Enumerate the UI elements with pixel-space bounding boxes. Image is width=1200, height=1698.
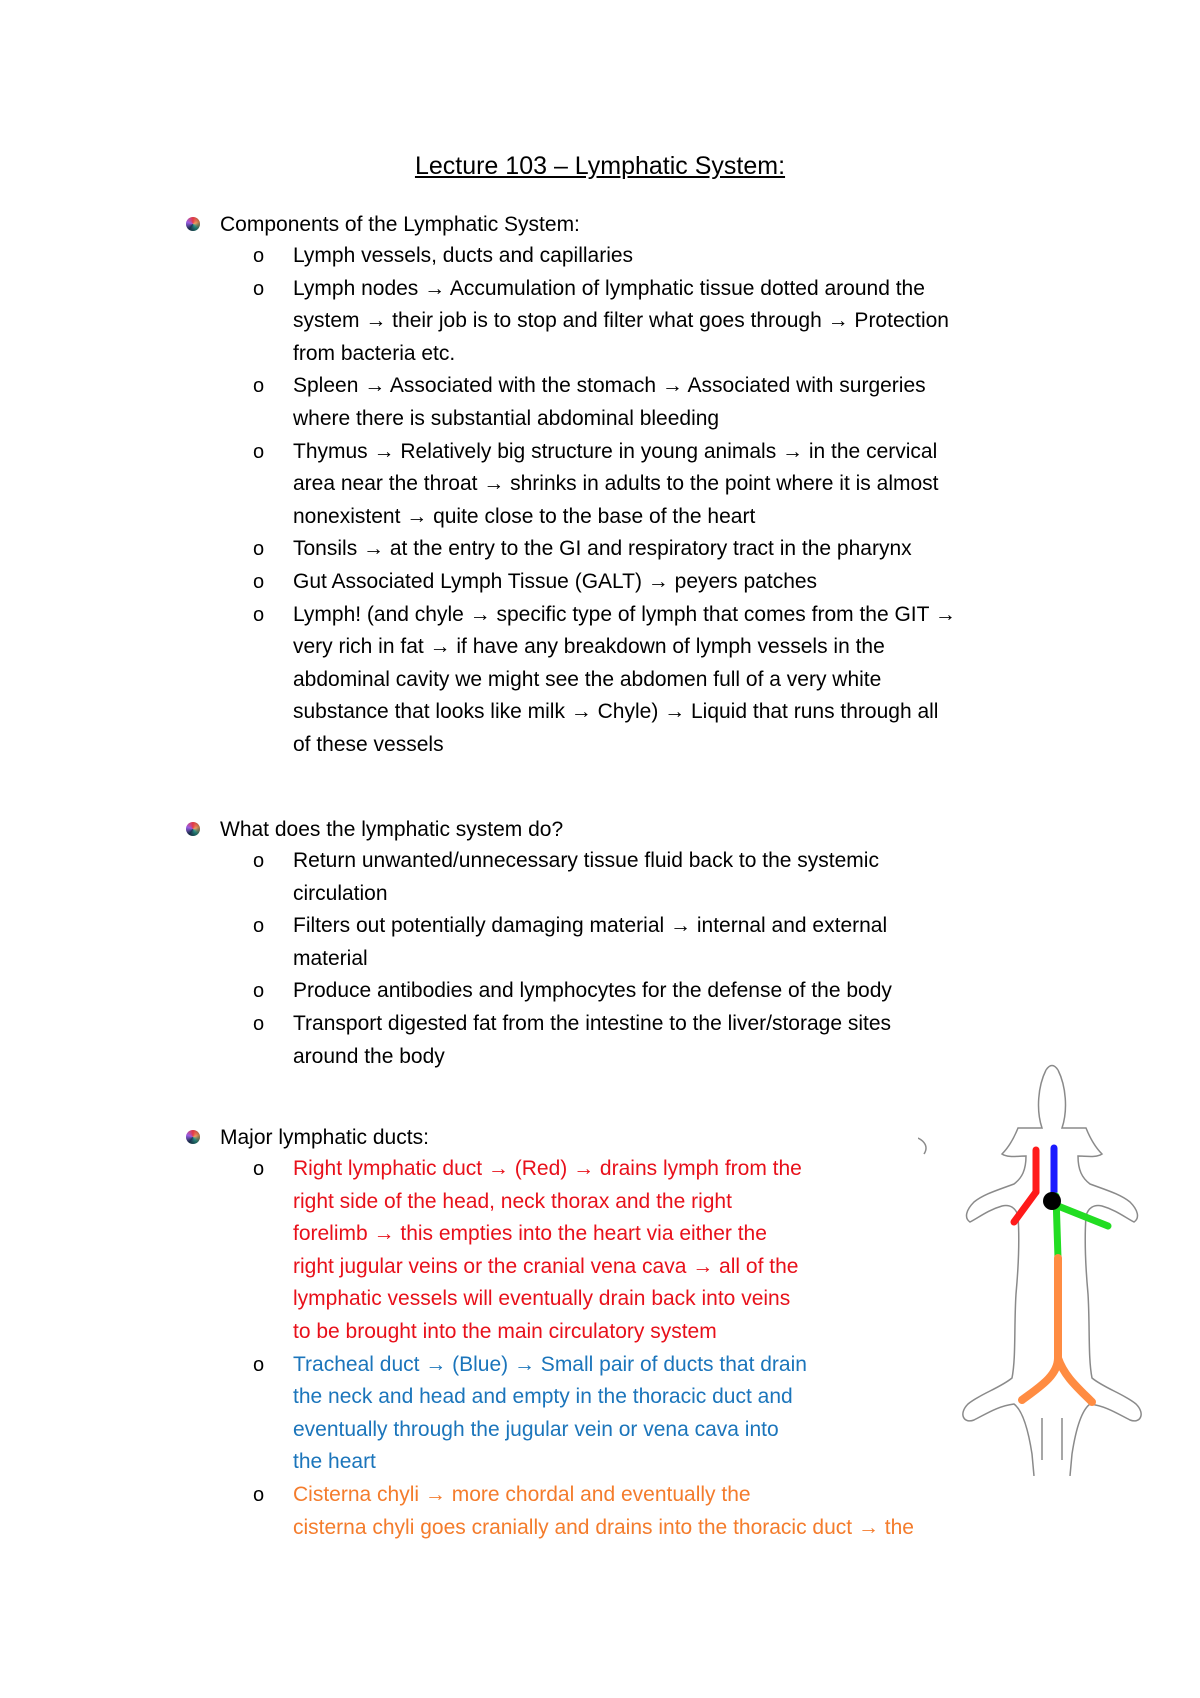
text-line: Tonsils → at the entry to the GI and respiratory tract in the pharynx bbox=[293, 537, 912, 561]
sub-bullet-icon: o bbox=[253, 603, 265, 626]
sub-bullet-icon: o bbox=[253, 570, 265, 593]
sub-bullet-icon: o bbox=[253, 1158, 265, 1180]
section-heading: Major lymphatic ducts: bbox=[220, 1126, 429, 1149]
list-item bbox=[0, 975, 1200, 1008]
text-line: Lymph vessels, ducts and capillaries bbox=[293, 244, 634, 267]
text-line: cisterna chyli goes cranially and drains into the thoracic duct → the bbox=[293, 1515, 914, 1539]
sub-bullet-icon: o bbox=[253, 277, 265, 300]
text-line: nonexistent → quite close to the base of the heart bbox=[293, 504, 756, 528]
list-item bbox=[0, 240, 1200, 273]
text-line: of these vessels bbox=[293, 732, 444, 756]
bullet-icon bbox=[186, 822, 200, 836]
sub-bullet-icon: o bbox=[253, 1353, 265, 1376]
sub-bullet-icon: o bbox=[253, 1483, 265, 1506]
text-line: where there is substantial abdominal bleeding bbox=[293, 406, 720, 430]
section-heading: Components of the Lymphatic System: bbox=[220, 213, 580, 236]
list-item bbox=[0, 273, 1200, 371]
text-line: Lymph nodes → Accumulation of lymphatic tissue dotted around the bbox=[293, 276, 925, 300]
text-line: Transport digested fat from the intestine to the liver/storage sites bbox=[293, 1011, 892, 1035]
sub-bullet-icon: o bbox=[253, 1012, 265, 1035]
text-line: abdominal cavity we might see the abdomen full of a very white bbox=[293, 667, 882, 691]
sub-bullet-icon: o bbox=[253, 850, 265, 872]
list-item bbox=[0, 436, 1200, 534]
sub-bullet-icon: o bbox=[253, 375, 265, 398]
text-line: material bbox=[293, 946, 368, 970]
heart-icon bbox=[1043, 1192, 1061, 1210]
section-components bbox=[0, 209, 1200, 762]
animal-outline bbox=[918, 1066, 1141, 1477]
text-line: circulation bbox=[293, 881, 388, 905]
text-line: Spleen → Associated with the stomach → Associated with surgeries bbox=[293, 374, 926, 398]
text-line: Lymph! (and chyle → specific type of lymph that comes from the GIT → bbox=[293, 602, 956, 626]
list-item bbox=[0, 845, 1200, 910]
section-heading-row bbox=[0, 209, 1200, 240]
list-item bbox=[0, 910, 1200, 975]
sub-bullet-icon: o bbox=[253, 980, 265, 1003]
cisterna-chyli bbox=[1022, 1258, 1092, 1402]
list-item bbox=[0, 1479, 1200, 1544]
text-line: to be brought into the main circulatory system bbox=[293, 1319, 717, 1343]
text-line: Tracheal duct → (Blue) → Small pair of ducts that drain bbox=[293, 1352, 807, 1376]
text-line: the neck and head and empty in the thoracic duct and bbox=[293, 1385, 793, 1409]
text-line: Right lymphatic duct → (Red) → drains lymph from the bbox=[293, 1157, 802, 1180]
text-line: area near the throat → shrinks in adults to the point where it is almost bbox=[293, 472, 939, 496]
list-item bbox=[0, 370, 1200, 435]
text-line: Cisterna chyli → more chordal and eventually the bbox=[293, 1482, 751, 1506]
text-line: lymphatic vessels will eventually drain back into veins bbox=[293, 1287, 791, 1311]
text-line: right jugular veins or the cranial vena cava → all of the bbox=[293, 1254, 799, 1278]
text-line: Produce antibodies and lymphocytes for the defense of the body bbox=[293, 979, 892, 1003]
bullet-icon bbox=[186, 1130, 200, 1144]
list-item bbox=[0, 566, 1200, 599]
text-line: Filters out potentially damaging material → internal and external bbox=[293, 914, 888, 938]
sub-list bbox=[0, 240, 1200, 762]
list-item bbox=[0, 533, 1200, 566]
text-line: Return unwanted/unnecessary tissue fluid back to the systemic bbox=[293, 849, 879, 872]
right-lymphatic-duct bbox=[1014, 1192, 1036, 1222]
left-thoracic-duct-branch bbox=[1058, 1206, 1108, 1226]
list-item bbox=[0, 599, 1200, 762]
text-line: right side of the head, neck thorax and the right bbox=[293, 1189, 732, 1213]
sub-bullet-icon: o bbox=[253, 538, 265, 561]
section-heading-row bbox=[0, 814, 1200, 845]
section-heading: What does the lymphatic system do? bbox=[220, 818, 564, 841]
page-title: Lecture 103 – Lymphatic System: bbox=[414, 152, 786, 180]
text-line: the heart bbox=[293, 1450, 376, 1474]
sub-bullet-icon: o bbox=[253, 245, 265, 267]
text-line: substance that looks like milk → Chyle) → Liquid that runs through all bbox=[293, 700, 939, 724]
text-line: forelimb → this empties into the heart via either the bbox=[293, 1222, 767, 1246]
lymphatic-ducts-diagram bbox=[918, 1058, 1188, 1476]
text-line: eventually through the jugular vein or vena cava into bbox=[293, 1417, 779, 1441]
sub-bullet-icon: o bbox=[253, 440, 265, 463]
text-line: Thymus → Relatively big structure in young animals → in the cervical bbox=[293, 439, 938, 463]
text-line: Gut Associated Lymph Tissue (GALT) → peyers patches bbox=[293, 569, 818, 593]
text-line: very rich in fat → if have any breakdown of lymph vessels in the bbox=[293, 635, 885, 659]
text-line: around the body bbox=[293, 1044, 445, 1068]
text-line: system → their job is to stop and filter what goes through → Protection bbox=[293, 309, 949, 333]
bullet-icon bbox=[186, 217, 200, 231]
sub-list bbox=[0, 845, 1200, 1073]
text-line: from bacteria etc. bbox=[293, 341, 456, 365]
section-function bbox=[0, 814, 1200, 1073]
sub-bullet-icon: o bbox=[253, 915, 265, 938]
